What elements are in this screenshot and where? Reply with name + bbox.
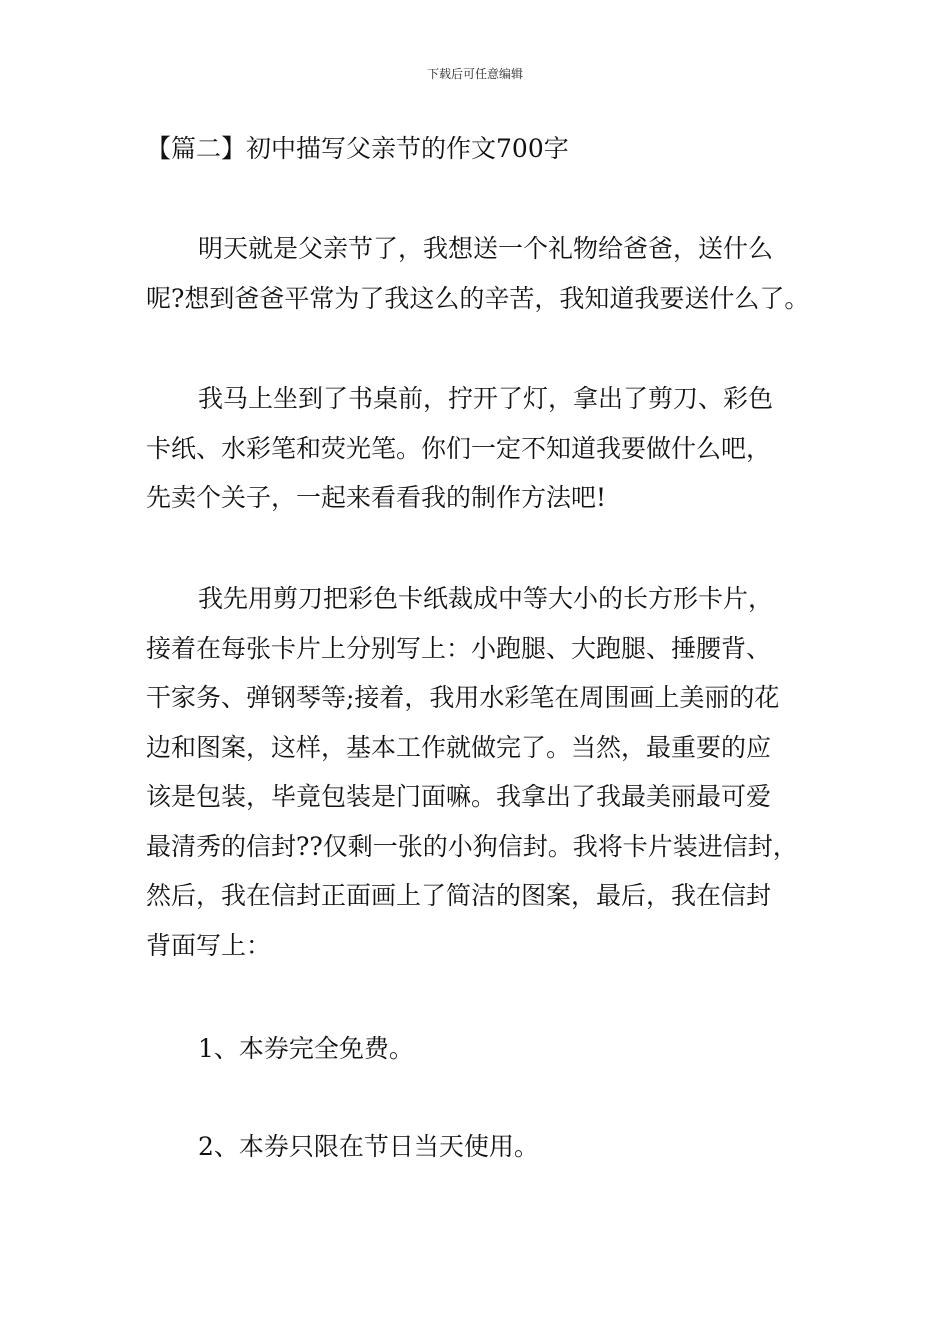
paragraph-line: 卡纸、水彩笔和荧光笔。你们一定不知道我要做什么吧， <box>146 433 772 463</box>
paragraph-line: 最清秀的信封??仅剩一张的小狗信封。我将卡片装进信封， <box>146 831 798 861</box>
page-header-note: 下载后可任意编辑 <box>426 67 523 81</box>
paragraph-line: 呢?想到爸爸平常为了我这么的辛苦，我知道我要送什么了。 <box>146 283 810 313</box>
paragraph-line: 我马上坐到了书桌前，拧开了灯，拿出了剪刀、彩色 <box>198 384 774 413</box>
paragraph-line: 边和图案，这样，基本工作就做完了。当然，最重要的应 <box>146 732 772 762</box>
paragraph-line: 我先用剪刀把彩色卡纸裁成中等大小的长方形卡片， <box>198 584 774 613</box>
paragraph-line: 接着在每张卡片上分别写上：小跑腿、大跑腿、捶腰背、 <box>146 633 772 663</box>
paragraph-line: 2、本券只限在节日当天使用。 <box>198 1132 539 1161</box>
paragraph-line: 1、本券完全免费。 <box>198 1034 414 1063</box>
paragraph-line: 明天就是父亲节了，我想送一个礼物给爸爸，送什么 <box>198 234 774 263</box>
paragraph-4-list-item-1 <box>146 1024 826 1074</box>
paragraph-line: 干家务、弹钢琴等;接着，我用水彩笔在周围画上美丽的花 <box>146 683 780 712</box>
paragraph-5-list-item-2 <box>146 1122 826 1172</box>
paragraph-3 <box>146 574 826 970</box>
paragraph-line: 然后，我在信封正面画上了简洁的图案，最后，我在信封 <box>146 881 772 910</box>
paragraph-line: 先卖个关子，一起来看看我的制作方法吧! <box>146 483 607 512</box>
paragraph-line: 背面写上： <box>146 930 272 960</box>
paragraph-1 <box>146 224 826 323</box>
paragraph-2 <box>146 374 826 523</box>
essay-title: 【篇二】初中描写父亲节的作文700字 <box>146 134 569 163</box>
paragraph-line: 该是包装，毕竟包装是门面嘛。我拿出了我最美丽最可爱 <box>146 782 772 811</box>
